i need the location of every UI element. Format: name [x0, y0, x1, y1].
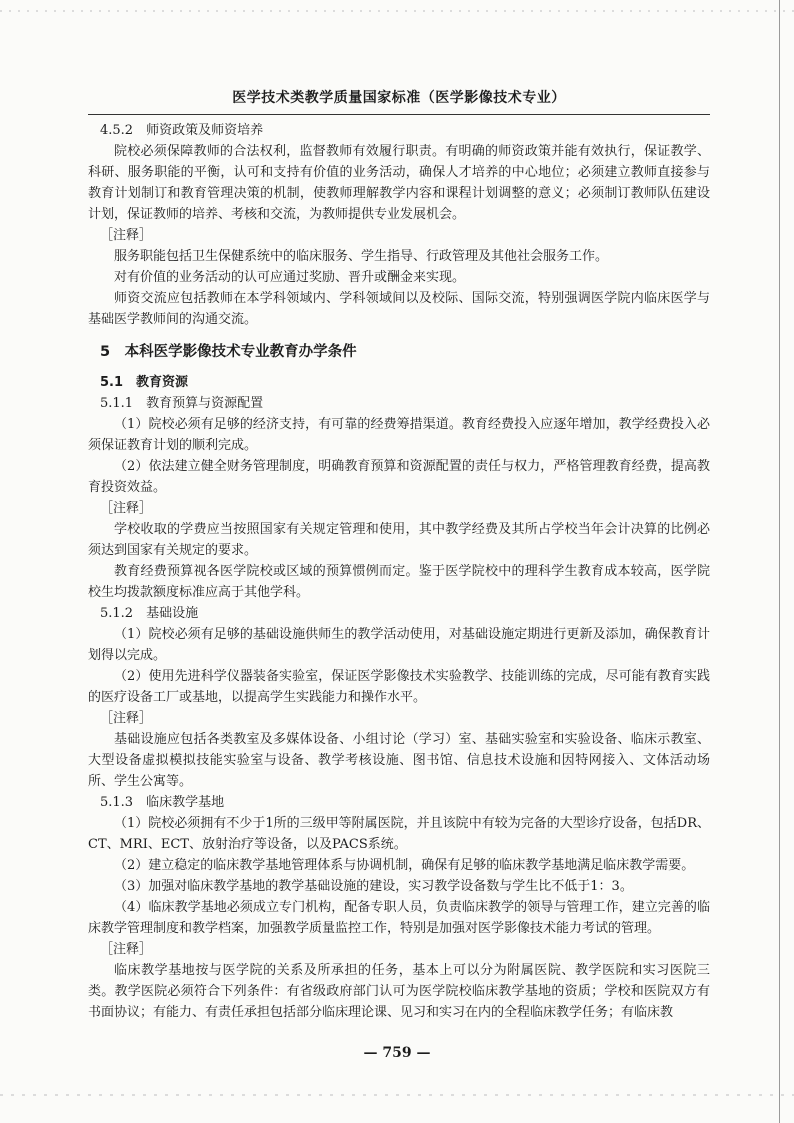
subsection-heading: 4.5.2 师资政策及师资培养 — [100, 123, 264, 138]
paragraph: （2）使用先进科学仪器装备实验室，保证医学影像技术实验教学、技能训练的完成，尽可能有教育实践的医疗设备工厂或基地，以提高学生实践能力和操作水平。 — [88, 669, 710, 705]
scan-artifact-top — [0, 10, 794, 12]
page-number: — 759 — — [363, 1045, 431, 1061]
paragraph: 服务职能包括卫生保健系统中的临床服务、学生指导、行政管理及其他社会服务工作。 — [114, 249, 609, 264]
note-label: ［注释］ — [100, 942, 153, 957]
paragraph: 师资交流应包括教师在本学科领域内、学科领域间以及校际、国际交流，特别强调医学院内临床医学与基础医学教师间的沟通交流。 — [88, 291, 710, 327]
scan-artifact-bottom — [0, 1094, 794, 1096]
note-label: ［注释］ — [100, 501, 153, 516]
scan-edge-line — [779, 0, 780, 1123]
paragraph: 学校收取的学费应当按照国家有关规定管理和使用，其中教学经费及其所占学校当年会计决算的比例必须达到国家有关规定的要求。 — [88, 522, 710, 558]
chapter-heading: 5 本科医学影像技术专业教育办学条件 — [100, 344, 357, 360]
subsection-heading: 5.1.2 基础设施 — [100, 606, 199, 621]
paragraph: （1）院校必须拥有不少于1所的三级甲等附属医院，并且该院中有较为完备的大型诊疗设备，包括DR、CT、MRI、ECT、放射治疗等设备，以及PACS系统。 — [88, 816, 710, 852]
note-label: ［注释］ — [100, 711, 153, 726]
paragraph: 院校必须保障教师的合法权利，监督教师有效履行职责。有明确的师资政策并能有效执行，保证教学、科研、服务职能的平衡，认可和支持有价值的业务活动，确保人才培养的中心地位；必须建立教师直接参与教育计划制订和教育管理决策的机制，使教师理解教学内容和课程计划调整的意义；必须制订教师队伍建设计划，保证教师的培养、考核和交流，为教师提供专业发展机会。 — [88, 144, 710, 222]
paragraph: （2）依法建立健全财务管理制度，明确教育预算和资源配置的责任与权力，严格管理教育经费，提高教育投资效益。 — [88, 459, 710, 495]
paragraph: （2）建立稳定的临床教学基地管理体系与协调机制，确保有足够的临床教学基地满足临床教学需要。 — [114, 858, 695, 873]
note-label: ［注释］ — [100, 228, 153, 243]
subsection-heading: 5.1.1 教育预算与资源配置 — [100, 396, 264, 411]
paragraph: （1）院校必须有足够的经济支持，有可靠的经费筹措渠道。教育经费投入应逐年增加，教学经费投入必须保证教育计划的顺利完成。 — [88, 417, 710, 453]
paragraph: 对有价值的业务活动的认可应通过奖励、晋升或酬金来实现。 — [114, 270, 466, 285]
paragraph: （4）临床教学基地必须成立专门机构，配备专职人员，负责临床教学的领导与管理工作，建立完善的临床教学管理制度和教学档案，加强教学质量监控工作，特别是加强对医学影像技术能力考试的管理。 — [88, 900, 710, 936]
subsection-heading: 5.1.3 临床教学基地 — [100, 795, 225, 810]
paragraph: （3）加强对临床教学基地的教学基础设施的建设，实习教学设备数与学生比不低于1：3。 — [114, 879, 633, 894]
paragraph: （1）院校必须有足够的基础设施供师生的教学活动使用，对基础设施定期进行更新及添加，确保教育计划得以完成。 — [88, 627, 710, 663]
page-body — [88, 120, 710, 1023]
running-header: 医学技术类教学质量国家标准（医学影像技术专业） — [232, 90, 566, 106]
section-heading: 5.1 教育资源 — [100, 375, 189, 390]
paragraph: 基础设施应包括各类教室及多媒体设备、小组讨论（学习）室、基础实验室和实验设备、临床示教室、大型设备虚拟模拟技能实验室与设备、教学考核设施、图书馆、信息技术设施和因特网接入、文体活动场所、学生公寓等。 — [88, 732, 710, 789]
paragraph: 临床教学基地按与医学院的关系及所承担的任务，基本上可以分为附属医院、教学医院和实习医院三类。教学医院必须符合下列条件：有省级政府部门认可为医学院校临床教学基地的资质；学校和医院双方有书面协议；有能力、有责任承担包括部分临床理论课、见习和实习在内的全程临床教学任务；有临床教 — [88, 963, 710, 1020]
paragraph: 教育经费预算视各医学院校或区域的预算惯例而定。鉴于医学院校中的理科学生教育成本较高，医学院校生均拨款额度标准应高于其他学科。 — [88, 564, 710, 600]
header-rule — [88, 114, 710, 115]
